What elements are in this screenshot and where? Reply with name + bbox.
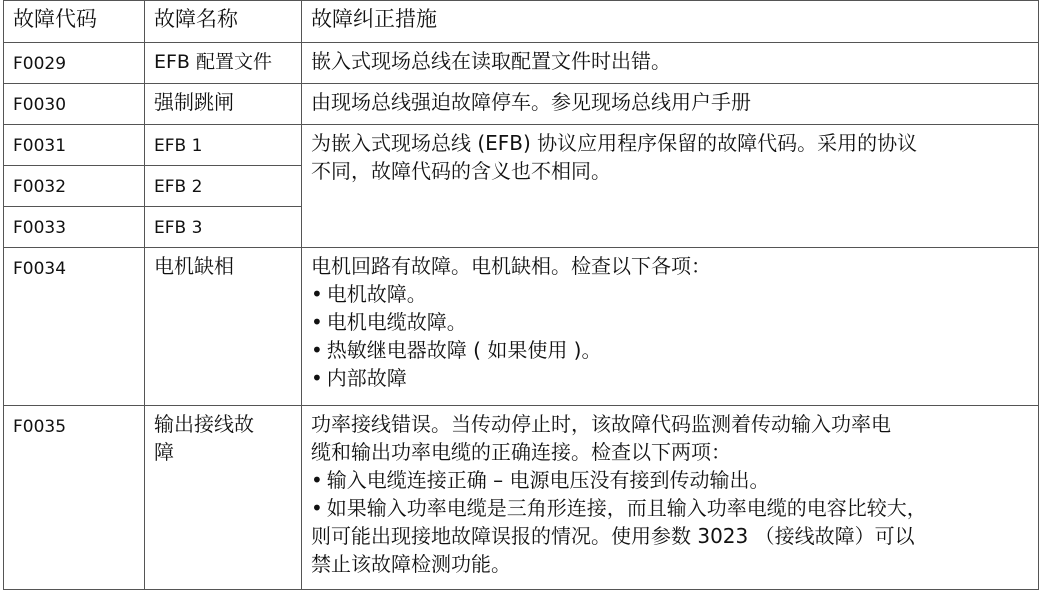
table-row <box>4 43 1039 84</box>
fault-code-cell: F0034 <box>4 248 145 406</box>
action-bullet: • 电机故障。 <box>311 280 1026 308</box>
corrective-action-cell <box>302 125 1039 248</box>
fault-code-cell: F0035 <box>4 406 145 590</box>
action-line: 功率接线错误。当传动停止时，该故障代码监测着传动输入功率电 <box>311 412 891 436</box>
header-fault-code: 故障代码 <box>4 1 145 43</box>
corrective-action-cell <box>302 406 1039 590</box>
table-row <box>4 248 1039 406</box>
action-bullet: • 输入电缆连接正确 – 电源电压没有接到传动输出。 <box>311 466 1026 494</box>
fault-code-table <box>3 0 1039 590</box>
action-line: 缆和输出功率电缆的正确连接。检查以下两项： <box>311 440 731 464</box>
fault-name-cell: EFB 3 <box>145 207 302 248</box>
action-intro: 电机回路有故障。电机缺相。检查以下各项： <box>311 254 711 278</box>
corrective-action-cell <box>302 248 1039 406</box>
fault-name-cell: EFB 配置文件 <box>145 43 302 84</box>
action-bullet: • 电机电缆故障。 <box>311 308 1026 336</box>
table-header-row <box>4 1 1039 43</box>
fault-name-cell <box>145 406 302 590</box>
fault-code-cell: F0031 <box>4 125 145 166</box>
header-corrective-action: 故障纠正措施 <box>302 1 1039 43</box>
action-bullet: • 如果输入功率电缆是三角形连接，而且输入功率电缆的电容比较大， <box>311 494 1026 522</box>
action-bullet: • 内部故障 <box>311 364 1026 392</box>
action-line: 为嵌入式现场总线 (EFB) 协议应用程序保留的故障代码。采用的协议 <box>311 131 918 155</box>
table-row <box>4 125 1039 166</box>
action-bullet: • 热敏继电器故障 ( 如果使用 )。 <box>311 336 1026 364</box>
fault-name-line: 障 <box>154 440 174 464</box>
header-fault-name: 故障名称 <box>145 1 302 43</box>
fault-name-cell: EFB 2 <box>145 166 302 207</box>
table-row <box>4 406 1039 590</box>
fault-name-cell: EFB 1 <box>145 125 302 166</box>
action-line: 则可能出现接地故障误报的情况。使用参数 3023 （接线故障）可以 <box>311 524 915 548</box>
fault-code-cell: F0032 <box>4 166 145 207</box>
corrective-action-cell: 由现场总线强迫故障停车。参见现场总线用户手册 <box>302 84 1039 125</box>
table-row <box>4 84 1039 125</box>
fault-name-line: 输出接线故 <box>154 412 254 436</box>
fault-name-cell: 强制跳闸 <box>145 84 302 125</box>
corrective-action-cell: 嵌入式现场总线在读取配置文件时出错。 <box>302 43 1039 84</box>
fault-code-cell: F0030 <box>4 84 145 125</box>
action-line: 禁止该故障检测功能。 <box>311 552 511 576</box>
fault-code-cell: F0029 <box>4 43 145 84</box>
fault-name-cell: 电机缺相 <box>145 248 302 406</box>
fault-code-cell: F0033 <box>4 207 145 248</box>
action-line: 不同，故障代码的含义也不相同。 <box>311 159 611 183</box>
